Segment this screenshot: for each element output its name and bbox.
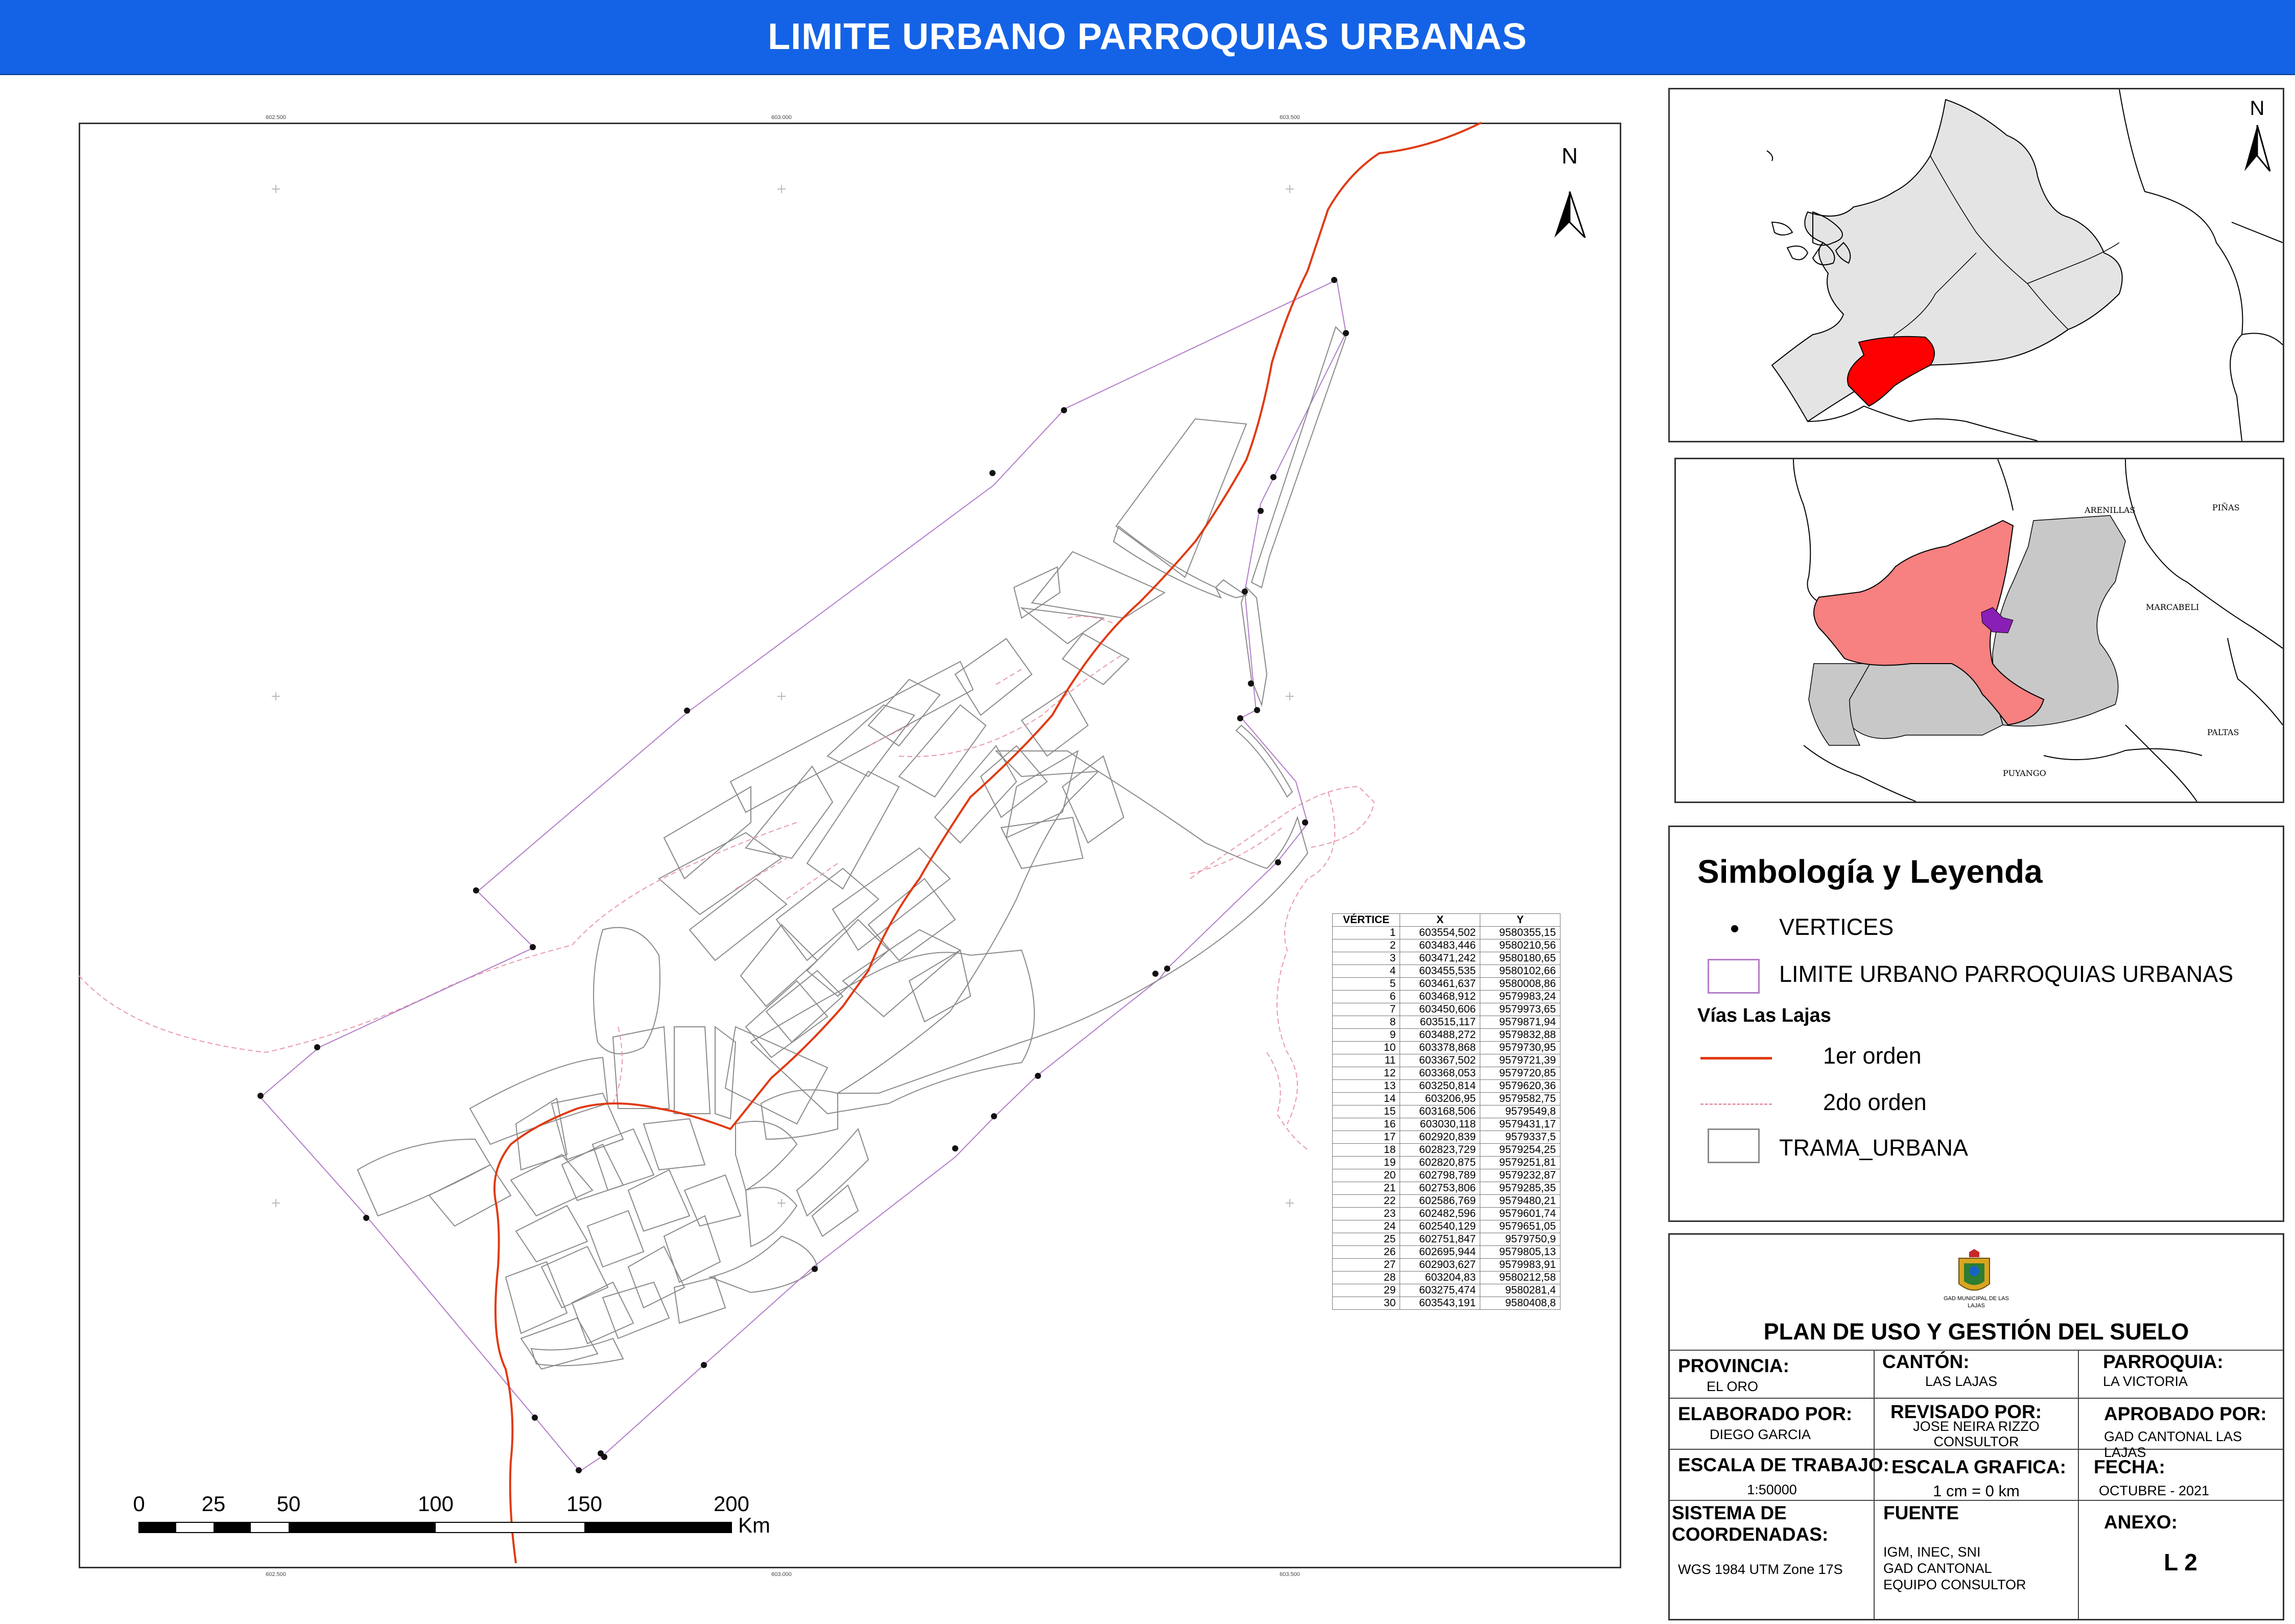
vertex-y-cell: 9579620,36 [1480,1080,1560,1093]
scale-tick-100: 100 [417,1492,454,1516]
vertex-y-cell: 9580008,86 [1480,978,1560,991]
vertex-y-cell: 9579832,88 [1480,1029,1560,1042]
elaborado-label: ELABORADO POR: [1678,1403,1853,1424]
table-row [1333,1080,1560,1093]
vertex-id-cell: 7 [1333,1003,1400,1016]
province-locator-map [1670,89,2283,441]
label-arenillas: ARENILLAS [2085,505,2136,515]
canton-locator-map [1676,459,2283,802]
vertex-id-cell: 30 [1333,1297,1400,1310]
province-shape [1772,100,2122,421]
vertex-x-cell: 603168,506 [1400,1105,1480,1118]
legend-urban-grid-label: TRAMA_URBANA [1779,1135,1969,1161]
sistema-label-2: COORDENADAS: [1672,1524,1829,1545]
logo-caption: GAD MUNICIPAL DE LAS LAJAS [1944,1296,2009,1309]
fuente-label: FUENTE [1883,1502,1959,1523]
table-row [1333,1272,1560,1284]
scale-tick-200: 200 [713,1492,750,1516]
table-row [1333,1054,1560,1067]
vertex-y-cell: 9580355,15 [1480,927,1560,939]
canton-locator-frame [1674,458,2284,803]
table-row [1333,1195,1560,1208]
primary-road [494,123,1481,1563]
vertex-x-cell: 603030,118 [1400,1118,1480,1131]
fecha-label: FECHA: [2094,1456,2165,1477]
urban-grid-symbol-icon [1708,1128,1760,1163]
vertex-x-cell: 603450,606 [1400,1003,1480,1016]
vertex-id-cell: 1 [1333,927,1400,939]
label-marcabeli: MARCABELI [2146,602,2199,612]
legend-limit-label: LIMITE URBANO PARROQUIAS URBANAS [1779,961,2234,987]
north-arrow-icon [1554,144,1585,238]
vertex-x-cell: 603471,242 [1400,952,1480,965]
grid-label-bottom-3: 603.500 [1280,1571,1300,1578]
secondary-road-symbol-icon [1700,1103,1772,1105]
vertex-x-cell: 602820,875 [1400,1157,1480,1169]
vertex-id-cell: 8 [1333,1016,1400,1029]
vertex-x-cell: 602540,129 [1400,1220,1480,1233]
scale-unit: Km [738,1513,770,1537]
vertex-x-cell: 603455,535 [1400,965,1480,978]
legend-vertices-label: VERTICES [1779,914,1894,940]
vertex-y-cell: 9580281,4 [1480,1284,1560,1297]
vertex-id-cell: 21 [1333,1182,1400,1195]
canton-highlight [1848,337,1934,406]
parroquia-value: LA VICTORIA [2103,1374,2188,1389]
vertex-id-cell: 12 [1333,1067,1400,1080]
vertex-id-cell: 17 [1333,1131,1400,1144]
provincia-value: EL ORO [1707,1379,1759,1394]
table-row [1333,1182,1560,1195]
vertex-y-cell: 9579805,13 [1480,1246,1560,1259]
vertex-y-cell: 9579431,17 [1480,1118,1560,1131]
vertex-x-cell: 603515,117 [1400,1016,1480,1029]
table-row [1333,1259,1560,1272]
table-row [1333,1131,1560,1144]
vertex-y-cell: 9579232,87 [1480,1169,1560,1182]
table-header: VÉRTICE [1333,914,1400,927]
vertex-x-cell: 602798,789 [1400,1169,1480,1182]
scale-tick-0: 0 [133,1492,145,1516]
plan-title: PLAN DE USO Y GESTIÓN DEL SUELO [1763,1319,2189,1345]
vertex-y-cell: 9580408,8 [1480,1297,1560,1310]
urban-blocks [317,419,1309,1369]
vertex-id-cell: 14 [1333,1093,1400,1105]
southern-block [817,736,1308,1098]
vertex-table-wrapper [1332,913,1560,1310]
escala-grafica-value: 1 cm = 0 km [1933,1482,2020,1500]
vertex-y-cell: 9580210,56 [1480,939,1560,952]
table-row [1333,991,1560,1003]
primary-road-symbol-icon [1700,1057,1772,1060]
vertex-id-cell: 24 [1333,1220,1400,1233]
urban-limit [261,280,1346,1471]
legend-title: Simbología y Leyenda [1697,853,2043,890]
vertex-id-cell: 23 [1333,1208,1400,1220]
table-row [1333,1029,1560,1042]
north-arrow-small-icon [2244,97,2270,171]
vertex-x-cell: 602482,596 [1400,1208,1480,1220]
vertex-x-cell: 603250,814 [1400,1080,1480,1093]
vertex-y-cell: 9579983,91 [1480,1259,1560,1272]
vertex-x-cell: 603368,053 [1400,1067,1480,1080]
vertex-y-cell: 9579983,24 [1480,991,1560,1003]
legend-primary-road-label: 1er orden [1823,1043,1922,1069]
grid-label-top-3: 603.500 [1280,114,1300,121]
vertex-y-cell: 9579285,35 [1480,1182,1560,1195]
table-header: X [1400,914,1480,927]
revisado-value-1: JOSE NEIRA RIZZO [1913,1419,2040,1434]
vertex-x-cell: 603483,446 [1400,939,1480,952]
vertex-y-cell: 9579651,05 [1480,1220,1560,1233]
vertex-x-cell: 603206,95 [1400,1093,1480,1105]
vertex-y-cell: 9579871,94 [1480,1016,1560,1029]
vertex-id-cell: 6 [1333,991,1400,1003]
vertex-y-cell: 9580212,58 [1480,1272,1560,1284]
vertex-id-cell: 28 [1333,1272,1400,1284]
elaborado-value: DIEGO GARCIA [1710,1427,1811,1442]
canton-value: LAS LAJAS [1925,1374,1998,1389]
vertex-y-cell: 9579582,75 [1480,1093,1560,1105]
vertex-id-cell: 4 [1333,965,1400,978]
table-header: Y [1480,914,1560,927]
fuente-value-3: EQUIPO CONSULTOR [1883,1577,2026,1592]
table-row [1333,939,1560,952]
corridor-blocks [1114,327,1346,797]
table-row [1333,1220,1560,1233]
table-row [1333,1169,1560,1182]
vertex-x-cell: 602753,806 [1400,1182,1480,1195]
provincia-label: PROVINCIA: [1678,1355,1789,1376]
anexo-value: L 2 [2164,1549,2197,1575]
revisado-value-2: CONSULTOR [1933,1434,2019,1449]
scale-tick-50: 50 [276,1492,301,1516]
table-row [1333,1042,1560,1054]
table-row [1333,1003,1560,1016]
vertex-y-cell: 9579973,65 [1480,1003,1560,1016]
vertex-y-cell: 9579337,5 [1480,1131,1560,1144]
label-puyango: PUYANGO [2003,768,2046,778]
table-row [1333,978,1560,991]
vertex-id-cell: 27 [1333,1259,1400,1272]
scale-tick-25: 25 [201,1492,226,1516]
vertex-x-cell: 603367,502 [1400,1054,1480,1067]
coastline-islands [1767,151,1850,265]
table-row [1333,1157,1560,1169]
table-row [1333,1297,1560,1310]
vertex-table-body [1333,927,1560,1310]
vertex-x-cell: 603468,912 [1400,991,1480,1003]
sistema-value: WGS 1984 UTM Zone 17S [1678,1562,1843,1577]
table-row [1333,1246,1560,1259]
vertex-x-cell: 602695,944 [1400,1246,1480,1259]
sistema-label-1: SISTEMA DE [1672,1502,1787,1523]
revisado-label: REVISADO POR: [1890,1401,2042,1422]
vertex-id-cell: 22 [1333,1195,1400,1208]
legend-secondary-road-label: 2do orden [1823,1089,1927,1115]
grid-label-bottom-2: 603.000 [771,1571,792,1578]
table-row [1333,952,1560,965]
fuente-value-1: IGM, INEC, SNI [1883,1544,1981,1560]
vertex-id-cell: 16 [1333,1118,1400,1131]
table-row [1333,1067,1560,1080]
north-label-small: N [2250,97,2265,120]
vertex-id-cell: 15 [1333,1105,1400,1118]
page-title: LIMITE URBANO PARROQUIAS URBANAS [768,16,1527,57]
grid-label-top-1: 602.500 [266,114,286,121]
south-border [1808,406,2038,441]
vertex-id-cell: 20 [1333,1169,1400,1182]
vertex-y-cell: 9579720,85 [1480,1067,1560,1080]
vertex-id-cell: 18 [1333,1144,1400,1157]
table-row [1333,1208,1560,1220]
legend-vias-title: Vías Las Lajas [1697,1005,1831,1026]
scale-tick-150: 150 [566,1492,603,1516]
table-row [1333,1093,1560,1105]
vertex-y-cell: 9579601,74 [1480,1208,1560,1220]
vertex-id-cell: 3 [1333,952,1400,965]
legend-panel [1668,826,2284,1222]
vertex-y-cell: 9579254,25 [1480,1144,1560,1157]
vertex-id-cell: 9 [1333,1029,1400,1042]
grid-label-top-2: 603.000 [771,114,792,121]
table-row [1333,1105,1560,1118]
vertex-x-cell: 603204,83 [1400,1272,1480,1284]
grid-label-bottom-1: 602.500 [266,1571,286,1578]
table-row [1333,1233,1560,1246]
scale-bar [133,1492,770,1537]
vertex-x-cell: 602751,847 [1400,1233,1480,1246]
vertex-x-cell: 603543,191 [1400,1297,1480,1310]
table-header-row [1333,914,1560,927]
fuente-value-2: GAD CANTONAL [1883,1561,1992,1576]
vertex-id-cell: 10 [1333,1042,1400,1054]
canton-label: CANTÓN: [1882,1351,1970,1372]
vertex-x-cell: 602903,627 [1400,1259,1480,1272]
limit-symbol-icon [1708,959,1760,994]
parroquia-label: PARROQUIA: [2103,1351,2223,1372]
table-row [1333,1144,1560,1157]
vertex-y-cell: 9579480,21 [1480,1195,1560,1208]
vertex-id-cell: 25 [1333,1233,1400,1246]
vertex-x-cell: 603554,502 [1400,927,1480,939]
vertex-id-cell: 29 [1333,1284,1400,1297]
title-block [1668,1233,2284,1620]
vertex-id-cell: 13 [1333,1080,1400,1093]
vertex-id-cell: 2 [1333,939,1400,952]
label-pinas: PIÑAS [2212,503,2240,512]
vertex-x-cell: 602586,769 [1400,1195,1480,1208]
escala-trabajo-value: 1:50000 [1747,1482,1797,1497]
vertex-y-cell: 9580180,65 [1480,952,1560,965]
vertex-id-cell: 11 [1333,1054,1400,1067]
vertex-x-cell: 602823,729 [1400,1144,1480,1157]
escala-trabajo-label: ESCALA DE TRABAJO: [1678,1454,1889,1475]
vertex-x-cell: 603461,637 [1400,978,1480,991]
vertex-x-cell: 603275,474 [1400,1284,1480,1297]
grid-crosses [272,185,1294,1207]
table-row [1333,927,1560,939]
province-locator-frame [1668,88,2284,442]
vertex-y-cell: 9579549,8 [1480,1105,1560,1118]
aprobado-value: GAD CANTONAL LAS LAJAS [2104,1429,2242,1460]
vertex-y-cell: 9579251,81 [1480,1157,1560,1169]
vertex-id-cell: 19 [1333,1157,1400,1169]
north-label: N [1561,144,1578,169]
vertex-table [1332,913,1560,1310]
vertex-x-cell: 603378,868 [1400,1042,1480,1054]
fecha-value: OCTUBRE - 2021 [2099,1483,2210,1498]
vertex-y-cell: 9579750,9 [1480,1233,1560,1246]
table-row [1333,1284,1560,1297]
table-row [1333,965,1560,978]
vertices [257,277,1349,1473]
vertex-x-cell: 602920,839 [1400,1131,1480,1144]
vertex-symbol-icon [1731,925,1738,932]
aprobado-label: APROBADO POR: [2104,1403,2267,1424]
escala-grafica-label: ESCALA GRAFICA: [1891,1456,2066,1477]
table-row [1333,1016,1560,1029]
vertex-y-cell: 9579730,95 [1480,1042,1560,1054]
vertex-id-cell: 5 [1333,978,1400,991]
vertex-y-cell: 9579721,39 [1480,1054,1560,1067]
vertex-x-cell: 603488,272 [1400,1029,1480,1042]
anexo-label: ANEXO: [2104,1512,2178,1533]
label-paltas: PALTAS [2207,727,2239,737]
vertex-y-cell: 9580102,66 [1480,965,1560,978]
table-row [1333,1118,1560,1131]
vertex-id-cell: 26 [1333,1246,1400,1259]
